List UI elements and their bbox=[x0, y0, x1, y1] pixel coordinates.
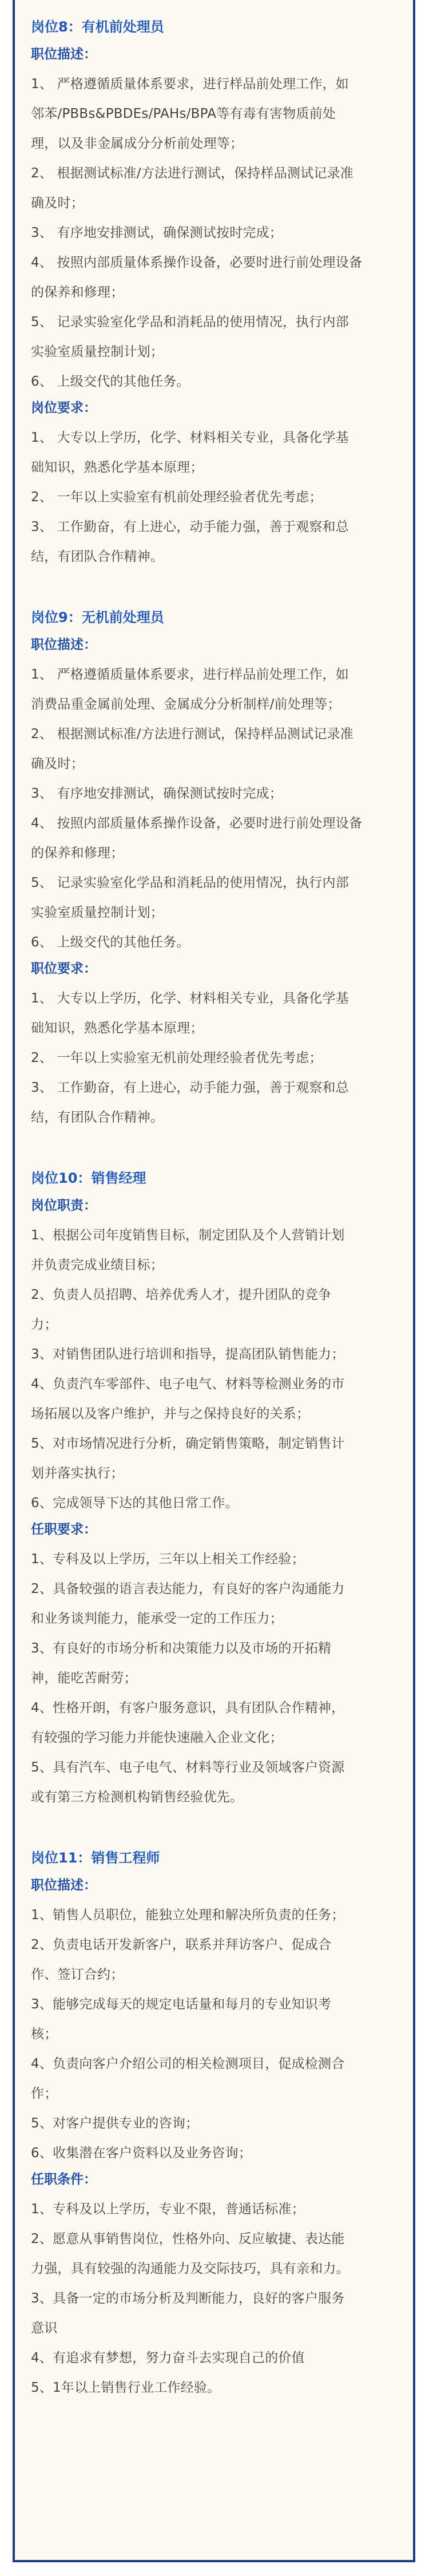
requirement-line: 5、对客户提供专业的咨询； bbox=[31, 2116, 199, 2131]
requirement-line: 3、 工作勤奋，有上进心，动手能力强，善于观察和总 bbox=[31, 1080, 349, 1095]
requirement-line: 4、性格开朗，有客户服务意识，具有团队合作精神， bbox=[31, 1701, 345, 1715]
job-title: 岗位8：有机前处理员 bbox=[31, 19, 164, 35]
requirement-line: 2、 根据测试标准/方法进行测试，保持样品测试记录准 bbox=[31, 166, 353, 181]
requirement-line: 础知识，熟悉化学基本原理； bbox=[31, 1021, 204, 1036]
requirement-line: 或有第三方检测机构销售经验优先。 bbox=[31, 1790, 244, 1805]
requirement-line: 5、1年以上销售行业工作经验。 bbox=[31, 2380, 221, 2395]
job-title: 岗位10：销售经理 bbox=[31, 1170, 146, 1186]
requirement-line: 3、能够完成每天的规定电话量和每月的专业知识考 bbox=[31, 1997, 332, 2012]
requirement-line: 确及时； bbox=[31, 196, 84, 211]
requirement-line: 并负责完成业绩目标； bbox=[31, 1258, 164, 1273]
requirement-line: 作； bbox=[31, 2086, 58, 2101]
block-heading: 任职条件： bbox=[31, 2172, 97, 2187]
requirement-line: 实验室质量控制计划； bbox=[31, 344, 164, 359]
block-heading: 岗位职责： bbox=[31, 1198, 97, 1213]
requirement-line: 作、签订合约； bbox=[31, 1967, 124, 1982]
requirement-line: 6、完成领导下达的其他日常工作。 bbox=[31, 1496, 239, 1511]
requirement-line: 5、对市场情况进行分析，确定销售策略，制定销售计 bbox=[31, 1436, 345, 1451]
requirement-line: 2、 一年以上实验室有机前处理经验者优先考虑； bbox=[31, 490, 323, 505]
requirement-line: 实验室质量控制计划； bbox=[31, 905, 164, 920]
requirement-line: 5、具有汽车、电子电气、材料等行业及领域客户资源 bbox=[31, 1760, 345, 1775]
block-heading: 职位描述： bbox=[31, 637, 97, 652]
requirement-line: 4、负责向客户介绍公司的相关检测项目，促成检测合 bbox=[31, 2056, 345, 2071]
requirement-line: 的保养和修理； bbox=[31, 846, 124, 861]
job-section bbox=[30, 1847, 398, 2402]
requirement-line: 2、 一年以上实验室无机前处理经验者优先考虑； bbox=[31, 1051, 323, 1065]
block-heading: 职位描述： bbox=[31, 1878, 97, 1893]
requirement-line: 的保养和修理； bbox=[31, 285, 124, 300]
requirement-line: 3、有良好的市场分析和决策能力以及市场的开拓精 bbox=[31, 1641, 332, 1656]
requirement-line: 力； bbox=[31, 1317, 58, 1332]
requirement-line: 1、 大专以上学历，化学、材料相关专业，具备化学基 bbox=[31, 991, 349, 1006]
requirement-line: 3、具备一定的市场分析及判断能力，良好的客户服务 bbox=[31, 2291, 345, 2306]
requirement-line: 4、负责汽车零部件、电子电气、材料等检测业务的市 bbox=[31, 1377, 345, 1392]
requirement-line: 5、 记录实验室化学品和消耗品的使用情况，执行内部 bbox=[31, 315, 349, 330]
requirement-line: 2、负责人员招聘、培养优秀人才，提升团队的竞争 bbox=[31, 1287, 332, 1302]
requirement-line: 1、专科及以上学历，专业不限，普通话标准； bbox=[31, 2202, 305, 2217]
job-title: 岗位11：销售工程师 bbox=[31, 1850, 160, 1866]
requirement-line: 有较强的学习能力并能快速融入企业文化； bbox=[31, 1730, 283, 1745]
requirement-line: 结，有团队合作精神。 bbox=[31, 1110, 164, 1125]
requirement-line: 4、 按照内部质量体系操作设备，必要时进行前处理设备 bbox=[31, 255, 363, 270]
requirement-line: 结，有团队合作精神。 bbox=[31, 549, 164, 564]
requirement-line: 邻苯/PBBs&PBDEs/PAHs/BPA等有毒有害物质前处 bbox=[31, 106, 336, 121]
job-listing-card bbox=[13, 0, 415, 2562]
job-section bbox=[30, 607, 398, 1132]
requirement-line: 神，能吃苦耐劳； bbox=[31, 1671, 137, 1686]
requirement-line: 场拓展以及客户维护，并与之保持良好的关系； bbox=[31, 1406, 310, 1421]
block-heading: 职位描述： bbox=[31, 47, 97, 62]
requirement-line: 2、愿意从事销售岗位，性格外向、反应敏捷、表达能 bbox=[31, 2232, 345, 2246]
requirement-line: 消费品重金属前处理、金属成分分析制样/前处理等； bbox=[31, 697, 341, 712]
job-title: 岗位9：无机前处理员 bbox=[31, 609, 164, 625]
requirement-line: 1、 严格遵循质量体系要求，进行样品前处理工作，如 bbox=[31, 77, 349, 92]
requirement-line: 6、 上级交代的其他任务。 bbox=[31, 935, 190, 950]
requirement-line: 4、 按照内部质量体系操作设备，必要时进行前处理设备 bbox=[31, 816, 363, 831]
block-heading: 岗位要求： bbox=[31, 401, 97, 415]
requirement-line: 和业务谈判能力，能承受一定的工作压力； bbox=[31, 1611, 283, 1626]
requirement-line: 2、 根据测试标准/方法进行测试，保持样品测试记录准 bbox=[31, 727, 353, 742]
requirement-line: 划并落实执行； bbox=[31, 1466, 124, 1481]
requirement-line: 6、 上级交代的其他任务。 bbox=[31, 374, 190, 389]
requirement-line: 3、 有序地安排测试，确保测试按时完成； bbox=[31, 786, 283, 801]
requirement-line: 5、 记录实验室化学品和消耗品的使用情况，执行内部 bbox=[31, 875, 349, 890]
requirement-line: 础知识，熟悉化学基本原理； bbox=[31, 460, 204, 475]
block-heading: 职位要求： bbox=[31, 961, 97, 976]
requirement-line: 核； bbox=[31, 2027, 58, 2042]
requirement-line: 1、销售人员职位，能独立处理和解决所负责的任务； bbox=[31, 1908, 345, 1923]
page-bottom-margin bbox=[0, 2562, 429, 2576]
requirement-line: 确及时； bbox=[31, 756, 84, 771]
requirement-line: 4、有追求有梦想，努力奋斗去实现自己的价值 bbox=[31, 2351, 305, 2365]
requirement-line: 6、收集潜在客户资料以及业务咨询； bbox=[31, 2146, 252, 2161]
requirement-line: 1、根据公司年度销售目标，制定团队及个人营销计划 bbox=[31, 1228, 345, 1243]
block-heading: 任职要求： bbox=[31, 1522, 97, 1537]
requirement-line: 2、具备较强的语言表达能力，有良好的客户沟通能力 bbox=[31, 1582, 345, 1596]
job-section bbox=[30, 1167, 398, 1812]
requirement-line: 3、对销售团队进行培训和指导，提高团队销售能力； bbox=[31, 1347, 345, 1362]
requirement-line: 意识 bbox=[31, 2321, 58, 2336]
job-section bbox=[30, 16, 398, 571]
requirement-line: 力强，具有较强的沟通能力及交际技巧，具有亲和力。 bbox=[31, 2261, 349, 2276]
requirement-line: 理，以及非金属成分分析前处理等； bbox=[31, 136, 244, 151]
requirement-line: 1、专科及以上学历，三年以上相关工作经验； bbox=[31, 1552, 305, 1567]
requirement-line: 3、 工作勤奋，有上进心，动手能力强，善于观察和总 bbox=[31, 520, 349, 534]
requirement-line: 2、负责电话开发新客户，联系并拜访客户、促成合 bbox=[31, 1937, 332, 1952]
requirement-line: 1、 严格遵循质量体系要求，进行样品前处理工作，如 bbox=[31, 667, 349, 682]
requirement-line: 1、 大专以上学历，化学、材料相关专业，具备化学基 bbox=[31, 430, 349, 445]
requirement-line: 3、 有序地安排测试，确保测试按时完成； bbox=[31, 225, 283, 240]
